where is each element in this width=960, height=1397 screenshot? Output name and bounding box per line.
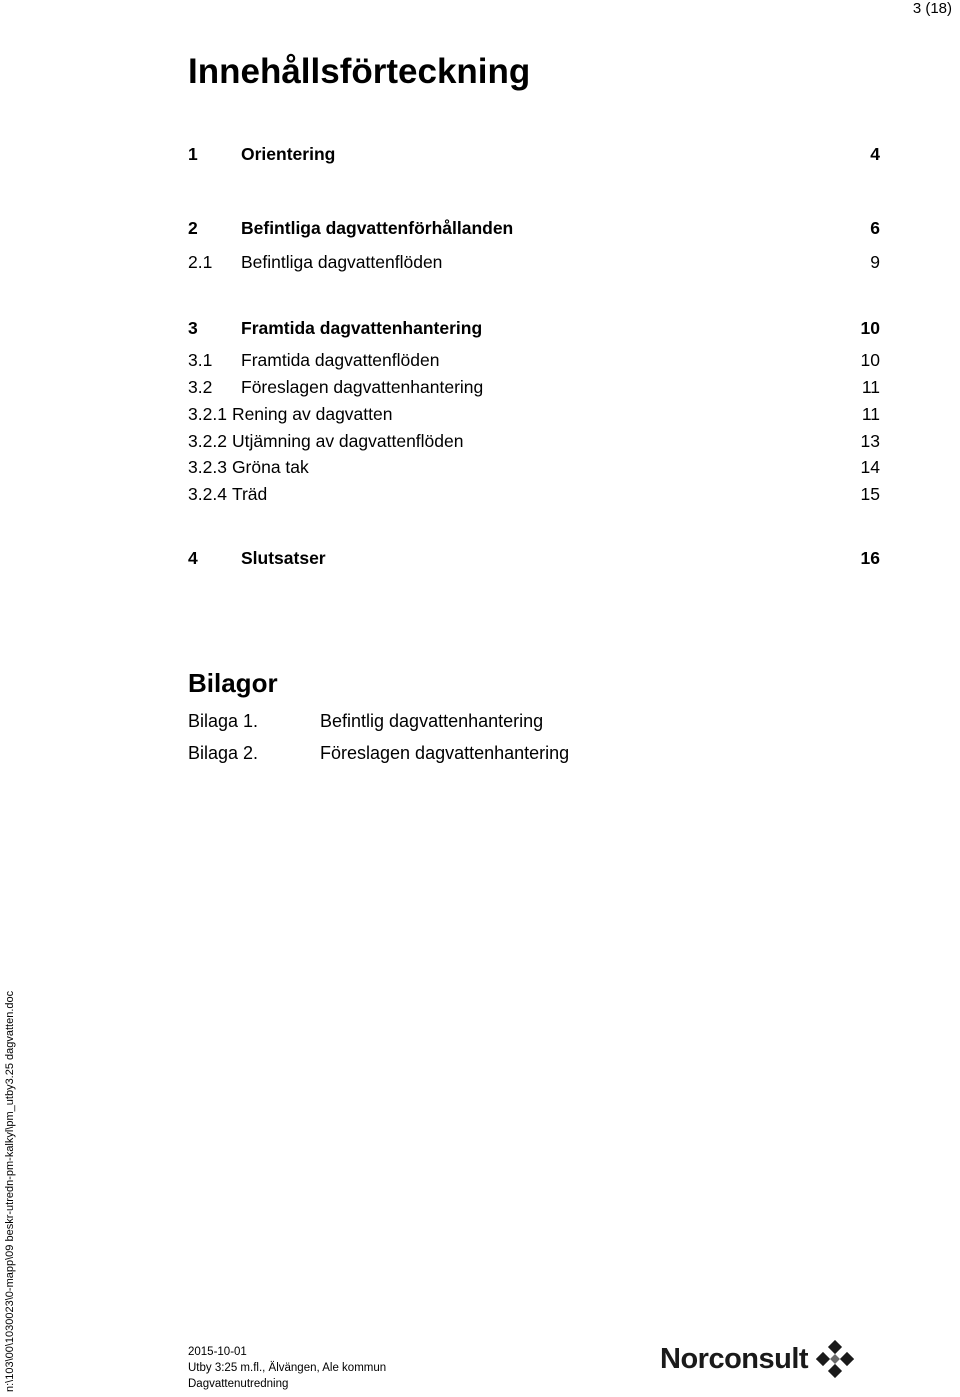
footer-info xyxy=(188,1344,386,1392)
toc-entry-page: 14 xyxy=(860,457,880,477)
toc-entry-number: 2.1 xyxy=(188,252,213,272)
appendix-heading: Bilagor xyxy=(188,668,278,698)
toc-entry-number: 3.2.3 xyxy=(188,457,227,477)
toc-entry-4[interactable] xyxy=(188,546,880,570)
toc-entry-page: 13 xyxy=(860,431,880,451)
page-title: Innehållsförteckning xyxy=(188,52,531,91)
toc-entry-number: 3 xyxy=(188,318,198,338)
toc-entry-page: 10 xyxy=(860,318,880,338)
appendix-text: Föreslagen dagvattenhantering xyxy=(320,743,570,763)
toc-entry-page: 6 xyxy=(870,218,880,238)
toc-entry-3-2-4[interactable] xyxy=(188,482,880,506)
toc-entry-title: Befintliga dagvattenförhållanden xyxy=(241,218,514,238)
appendix-item-1 xyxy=(188,711,543,732)
appendix-item-2 xyxy=(188,743,569,764)
footer-date: 2015-10-01 xyxy=(188,1346,247,1358)
toc-entry-number: 4 xyxy=(188,548,198,568)
toc-entry-number: 3.2.4 xyxy=(188,484,227,504)
appendix-label: Bilaga 1. xyxy=(188,711,259,731)
toc-entry-1[interactable] xyxy=(188,142,880,166)
toc-entry-page: 10 xyxy=(860,350,880,370)
toc-entry-3-1[interactable] xyxy=(188,348,880,372)
toc-entry-title: Träd xyxy=(231,484,268,504)
toc-entry-title: Föreslagen dagvattenhantering xyxy=(241,377,484,397)
toc-entry-number: 3.1 xyxy=(188,350,213,370)
toc-entry-page: 11 xyxy=(861,404,880,424)
toc-entry-page: 16 xyxy=(860,548,880,568)
appendix-label: Bilaga 2. xyxy=(188,743,259,763)
toc-entry-3-2-3[interactable] xyxy=(188,455,880,479)
toc-entry-3-2[interactable] xyxy=(188,375,880,399)
toc-entry-page: 15 xyxy=(860,484,880,504)
toc-entry-title: Framtida dagvattenflöden xyxy=(241,350,440,370)
toc-entry-page: 11 xyxy=(861,377,880,397)
file-path: n:\103\00\1030023\0-mapp\09 beskr-utredn-pm-kalkyl\pm_utby3.25 dagvatten.doc xyxy=(4,990,16,1392)
norconsult-diamond-logo-icon xyxy=(816,1340,854,1378)
toc-entry-number: 1 xyxy=(188,144,198,164)
toc-entry-2-1[interactable] xyxy=(188,250,880,274)
toc-entry-number: 3.2.2 xyxy=(188,431,227,451)
toc-entry-number: 3.2 xyxy=(188,377,213,397)
company-logo xyxy=(660,1340,854,1378)
toc-entry-title: Utjämning av dagvattenflöden xyxy=(231,431,464,451)
toc-entry-title: Gröna tak xyxy=(231,457,309,477)
toc-entry-title: Befintliga dagvattenflöden xyxy=(241,252,443,272)
appendix-text: Befintlig dagvattenhantering xyxy=(320,711,544,731)
page-number: 3 (18) xyxy=(912,0,952,17)
toc-entry-3-2-1[interactable] xyxy=(188,402,880,426)
toc-entry-title: Framtida dagvattenhantering xyxy=(241,318,483,338)
toc-entry-3-2-2[interactable] xyxy=(188,429,880,453)
toc-entry-number: 2 xyxy=(188,218,198,238)
toc-entry-title: Rening av dagvatten xyxy=(231,404,393,424)
toc-entry-2[interactable] xyxy=(188,216,880,240)
footer-project: Utby 3:25 m.fl., Älvängen, Ale kommun xyxy=(188,1362,387,1374)
toc-entry-title: Slutsatser xyxy=(241,548,326,568)
logo-text: Norconsult xyxy=(660,1342,809,1375)
toc-entry-page: 4 xyxy=(870,144,880,164)
footer-doc-type: Dagvattenutredning xyxy=(188,1378,289,1390)
toc-entry-number: 3.2.1 xyxy=(188,404,227,424)
toc-entry-title: Orientering xyxy=(241,144,336,164)
toc-entry-page: 9 xyxy=(870,252,880,272)
toc-entry-3[interactable] xyxy=(188,316,880,340)
